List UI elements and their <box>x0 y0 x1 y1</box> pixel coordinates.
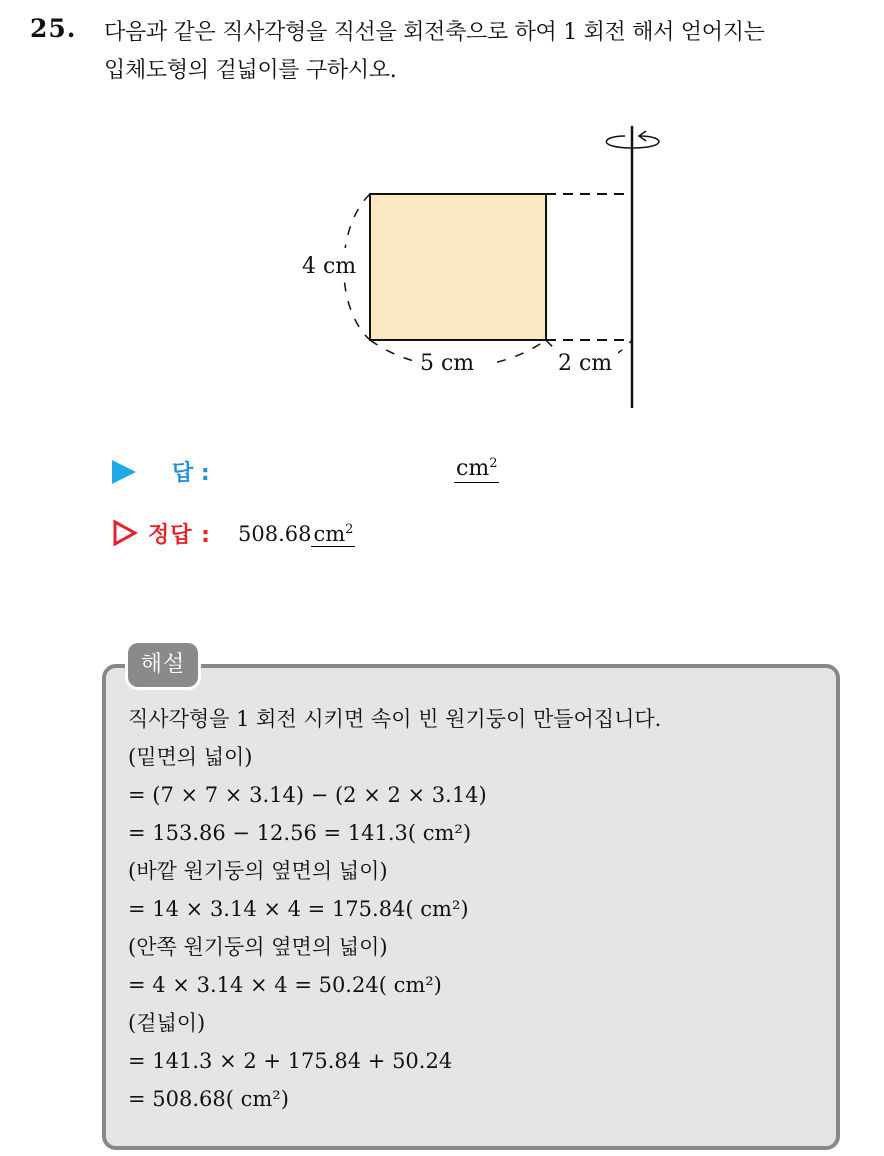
width-label: 5 cm <box>420 351 475 376</box>
solution-line: 직사각형을 1 회전 시키면 속이 빈 원기둥이 만들어집니다. <box>128 707 662 731</box>
solution-line: = 508.68( cm²) <box>128 1087 289 1111</box>
solution-line: (겉넓이) <box>128 1011 206 1035</box>
solution-line: (안쪽 원기둥의 옆면의 넓이) <box>128 935 388 959</box>
solution-line: (밑면의 넓이) <box>128 745 253 769</box>
question-text-line-1: 다음과 같은 직사각형을 직선을 회전축으로 하여 1 회전 해서 얻어지는 <box>104 20 765 45</box>
answer-row <box>112 456 632 490</box>
rectangle-shape <box>370 194 546 340</box>
rotation-figure <box>280 118 680 418</box>
answer-arrow-icon <box>112 460 136 484</box>
question-number: 25. <box>30 14 77 43</box>
solution-line: = 153.86 − 12.56 = 141.3( cm²) <box>128 821 472 845</box>
answer-unit: cm <box>456 456 490 481</box>
correct-unit-exponent: 2 <box>345 522 354 537</box>
correct-value: 508.68 <box>238 522 312 546</box>
solution-line: = 4 × 3.14 × 4 = 50.24( cm²) <box>128 973 442 997</box>
answer-unit-exponent: 2 <box>489 456 498 471</box>
question-text <box>104 14 874 90</box>
solution-line: = (7 × 7 × 3.14) − (2 × 2 × 3.14) <box>128 783 487 807</box>
answer-blank[interactable] <box>454 456 499 483</box>
correct-arrow-icon <box>112 520 138 546</box>
solution-line: = 141.3 × 2 + 175.84 + 50.24 <box>128 1049 453 1073</box>
solution-line: (바깥 원기둥의 옆면의 넓이) <box>128 859 388 883</box>
correct-label: 정답 : <box>148 523 211 548</box>
answer-label: 답 : <box>172 461 210 486</box>
correct-answer-row <box>112 518 632 554</box>
correct-unit: cm <box>313 522 346 546</box>
correct-value-group <box>238 522 355 546</box>
question-text-line-2: 입체도형의 겉넓이를 구하시오. <box>104 58 397 83</box>
correct-unit-group <box>311 522 355 547</box>
solution-tab: 해설 <box>128 643 198 687</box>
gap-label: 2 cm <box>558 351 613 376</box>
height-label: 4 cm <box>302 254 357 279</box>
solution-lines <box>128 700 828 1118</box>
solution-line: = 14 × 3.14 × 4 = 175.84( cm²) <box>128 897 469 921</box>
